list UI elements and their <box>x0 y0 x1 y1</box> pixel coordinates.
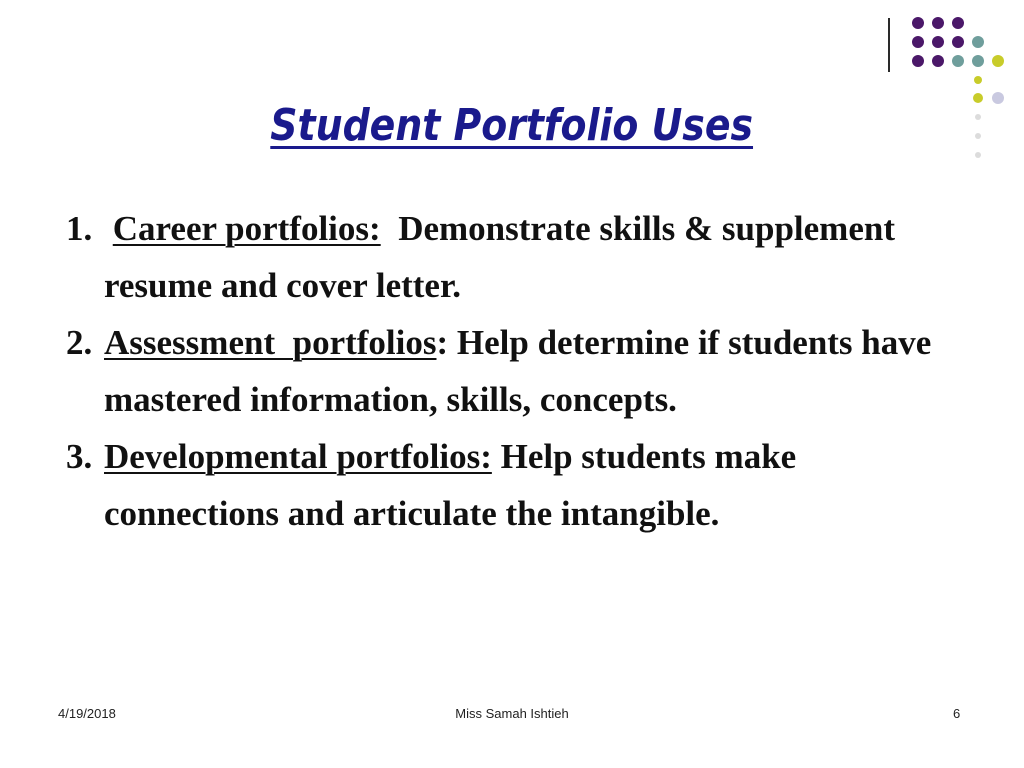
footer-page-number: 6 <box>953 706 961 721</box>
decor-dot <box>912 36 924 48</box>
decor-dot <box>912 55 924 67</box>
list-item-lead-space <box>104 209 113 248</box>
decor-dot <box>912 17 924 29</box>
list-item-term: Developmental portfolios: <box>104 437 492 476</box>
list-item-description: : Help determine if students have mastered information, skills, concepts. <box>104 323 932 419</box>
slide-title <box>0 100 1024 151</box>
decor-dot <box>975 152 981 158</box>
list-item <box>66 200 966 314</box>
list-item <box>66 428 966 542</box>
list-item-description: Demonstrate skills & supplement resume and cover letter. <box>104 209 904 305</box>
decor-dot <box>932 55 944 67</box>
decor-dot <box>932 36 944 48</box>
list-item-description: Help students make connections and articulate the intangible. <box>104 437 805 533</box>
portfolio-uses-list <box>66 200 966 542</box>
list-item-term: Career portfolios: <box>112 209 381 248</box>
decor-dot <box>952 36 964 48</box>
decor-dot <box>952 17 964 29</box>
footer-author: Miss Samah Ishtieh <box>455 706 569 721</box>
decor-dot <box>952 55 964 67</box>
decor-dot <box>992 55 1004 67</box>
slide-title-text: Student Portfolio Uses <box>270 100 754 151</box>
decor-dot <box>974 76 982 84</box>
list-item-number: 1. <box>66 209 93 248</box>
decor-dot <box>972 55 984 67</box>
decor-dot <box>932 17 944 29</box>
decor-dot <box>972 36 984 48</box>
list-item-number: 3. <box>66 437 93 476</box>
footer-date: 4/19/2018 <box>58 706 116 721</box>
list-item <box>66 314 966 428</box>
list-item-term: Assessment portfolios <box>104 323 437 362</box>
list-item-number: 2. <box>66 323 93 362</box>
